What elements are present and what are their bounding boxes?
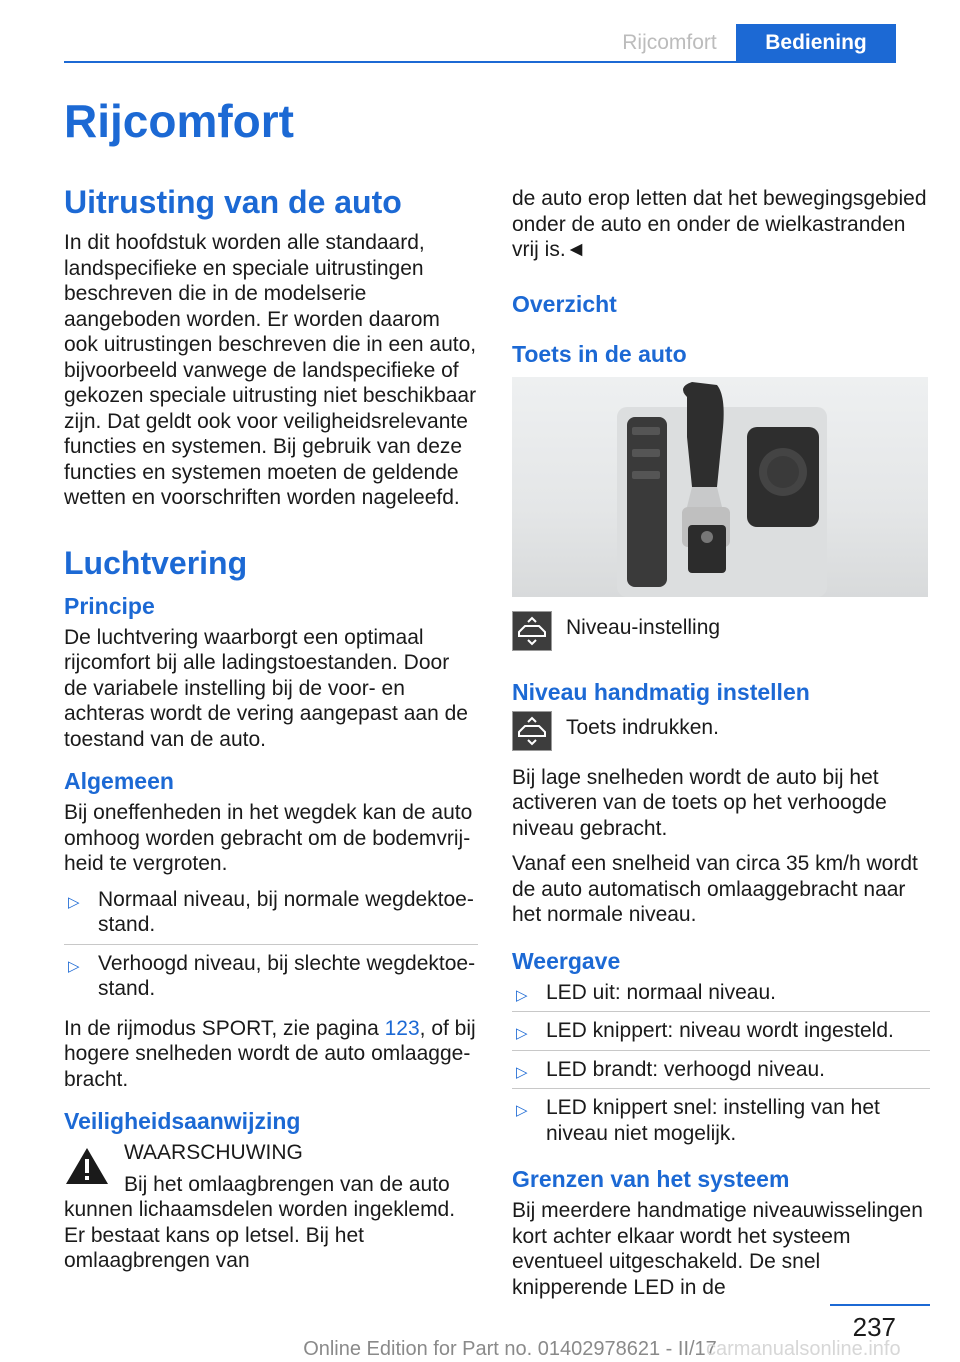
list-item: ▷ Verhoogd niveau, bij slechte wegdektoestand. xyxy=(68,951,476,1000)
paragraph-low-speed: Bij lage snelheden wordt de auto bij het activeren van de toets op het verhoogde niveau gebracht. xyxy=(512,765,887,840)
paragraph-principle: De luchtvering waarborgt een optimaal rijcomfort bij alle ladingstoestanden. Door de variabele instelling bij de voor- en achteras wordt de vering aangepast aan de toestand van de auto. xyxy=(64,625,468,751)
triangle-bullet-icon: ▷ xyxy=(516,1025,528,1042)
car-level-icon xyxy=(512,611,552,651)
paragraph-general: Bij oneffenheden in het wegdek kan de auto omhoog worden gebracht om de bodemvrijheid te vergroten. xyxy=(64,801,473,875)
list-general xyxy=(64,887,478,1008)
heading-system-limits: Grenzen van het systeem xyxy=(512,1166,790,1192)
list-item: ▷ Normaal niveau, bij normale wegdektoestand. xyxy=(64,887,478,945)
triangle-bullet-icon: ▷ xyxy=(68,893,80,911)
header-rule xyxy=(64,61,896,63)
heading-principle: Principe xyxy=(64,592,155,619)
icon-label-level-setting: Niveau-instelling xyxy=(566,615,721,639)
list-display xyxy=(512,980,930,1153)
heading-air-suspension: Luchtvering xyxy=(64,544,248,581)
page-title: Rijcomfort xyxy=(64,95,294,147)
paragraph-limits: Bij meerdere handmatige niveauwisselingen kort achter elkaar wordt het systeem eventueel uitgeschakeld. De snel knipperende LED in de xyxy=(512,1199,923,1299)
warning-text: Bij het omlaagbrengen van de auto kunnen lichaamsdelen worden ingeklemd. Er bestaat kans op letsel. Bij het omlaagbrengen van xyxy=(64,1172,456,1272)
heading-equipment: Uitrusting van de auto xyxy=(64,184,402,220)
heading-overview: Overzicht xyxy=(512,290,617,317)
left-column xyxy=(64,180,478,1284)
footer-rule xyxy=(830,1304,930,1306)
triangle-bullet-icon: ▷ xyxy=(516,986,528,1004)
triangle-bullet-icon: ▷ xyxy=(68,957,80,975)
page-link-123[interactable]: 123 xyxy=(384,1016,420,1040)
warning-triangle-icon xyxy=(64,1146,110,1186)
car-level-button-icon xyxy=(512,711,552,751)
heading-general: Algemeen xyxy=(64,768,174,794)
list-item: ▷ LED knippert snel: instelling van het niveau niet mogelijk. xyxy=(516,1096,880,1145)
header-tab-section: Rijcomfort xyxy=(622,31,717,54)
heading-manual-level: Niveau handmatig instellen xyxy=(512,678,810,705)
step-press-button: Toets indrukken. xyxy=(566,715,719,739)
list-item: ▷ LED brandt: verhoogd niveau. xyxy=(512,1057,930,1090)
paragraph-35-kmh: Vanaf een snelheid van circa 35 km/h wordt de auto automatisch omlaaggebracht naar het normale niveau. xyxy=(512,852,918,926)
triangle-bullet-icon: ▷ xyxy=(516,1102,528,1119)
footer-edition: Online Edition for Part no. 01402978621 - II/17 xyxy=(303,1338,717,1360)
warning-title: WAARSCHUWING xyxy=(124,1141,303,1164)
watermark: carmanualsonline.info xyxy=(706,1338,901,1360)
icon-row-press-button xyxy=(512,711,930,751)
page-number: 237 xyxy=(852,1312,896,1342)
paragraph-equipment: In dit hoofdstuk worden alle standaard, landspecifieke en speciale uitrustingen beschreven die in de modelserie aangeboden worden. Er worden daarom ook uitrustingen beschreven die in een auto, bijvoorbeeld vanwege de landspecifieke of gekozen speciale uitrusting niet beschikbaar zijn. Dat geldt ook voor veiligheidsrelevante functies en systemen. Bij gebruik van deze functies en systemen moeten de geldende wetten en voorschriften worden nageleefd. xyxy=(64,231,477,509)
paragraph-continued: de auto erop letten dat het bewegingsgebied onder de auto en onder de wielkastranden vrij is.◄ xyxy=(512,187,927,261)
triangle-bullet-icon: ▷ xyxy=(516,1063,528,1081)
header-tab-chapter: Bediening xyxy=(736,24,896,62)
heading-safety: Veiligheidsaanwijzing xyxy=(64,1108,301,1134)
center-console-photo xyxy=(512,377,928,597)
icon-row-level-setting xyxy=(512,611,930,651)
paragraph-sport: In de rijmodus SPORT, zie pagina 123, of bij hogere snelheden wordt de auto omlaaggebracht. xyxy=(64,1016,476,1091)
center-console-illustration xyxy=(512,377,928,597)
list-item: ▷ LED knippert: niveau wordt ingesteld. xyxy=(512,1018,930,1051)
list-item: ▷ LED uit: normaal niveau. xyxy=(512,980,930,1013)
right-column xyxy=(512,186,930,1310)
warning-block xyxy=(64,1140,478,1274)
heading-button-in-car: Toets in de auto xyxy=(512,340,687,367)
heading-display: Weergave xyxy=(512,947,621,974)
